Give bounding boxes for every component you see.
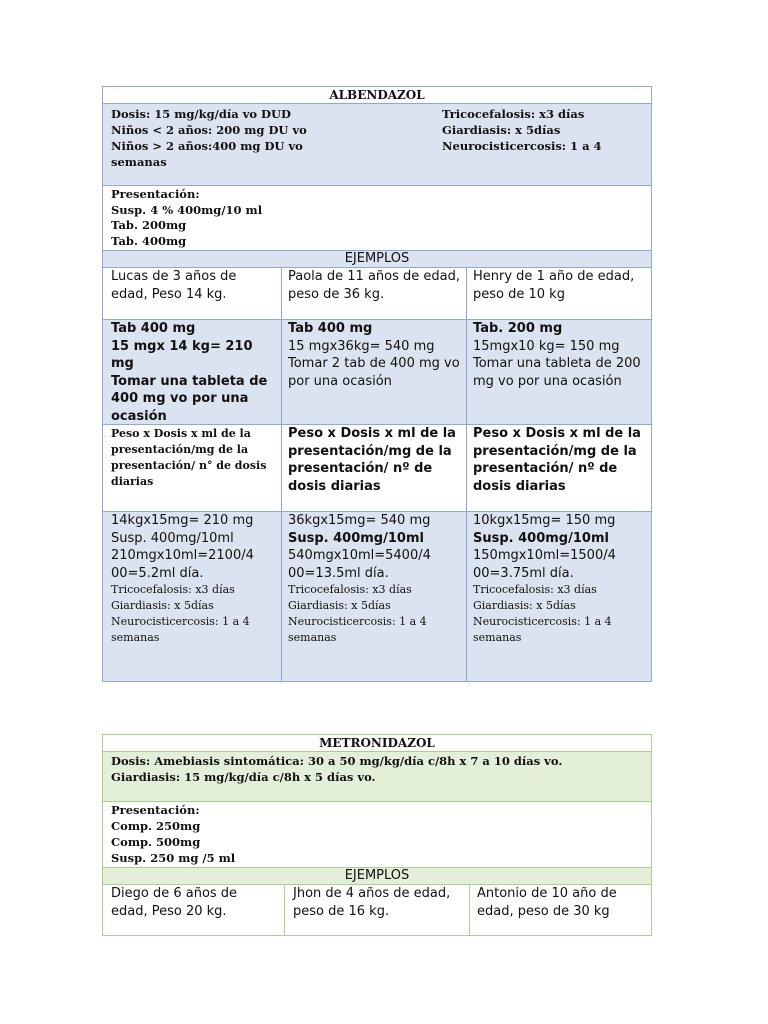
dosis-line: semanas: [111, 155, 167, 169]
calc-line: Susp. 400mg/10ml: [111, 530, 234, 546]
calc-note: Neurocisticercosis: 1 a 4: [473, 615, 612, 628]
presentacion-line: Comp. 250mg: [111, 819, 201, 833]
presentacion-line: Susp. 250 mg /5 ml: [111, 851, 236, 865]
calc-line: 00=3.75ml día.: [473, 565, 574, 581]
calc-note: semanas: [473, 631, 522, 644]
calc-line: 36kgx15mg= 540 mg: [288, 513, 431, 528]
calc-note: Tricocefalosis: x3 días: [111, 583, 235, 596]
patient-cell: Paola de 11 años de edad, peso de 36 kg.: [281, 267, 467, 320]
calc-note: Tricocefalosis: x3 días: [288, 583, 412, 596]
presentacion-line: Comp. 500mg: [111, 835, 201, 849]
calc-note: Neurocisticercosis: 1 a 4: [111, 615, 250, 628]
tab-calc: 15 mgx36kg= 540 mg: [288, 338, 435, 354]
dosis-line: Niños < 2 años: 200 mg DU vo: [111, 123, 307, 137]
calc-note: Neurocisticercosis: 1 a 4: [288, 615, 427, 628]
tab-head: Tab 400 mg: [111, 321, 196, 336]
tab-cell: [102, 319, 282, 425]
calc-cell: [102, 511, 282, 682]
calc-note: Giardiasis: x 5días: [473, 599, 576, 612]
metronidazol-presentacion: [102, 801, 652, 868]
albendazol-title: ALBENDAZOL: [102, 86, 652, 104]
calc-note: semanas: [111, 631, 160, 644]
presentacion-line: Presentación:: [111, 803, 200, 817]
calc-cell: [466, 511, 652, 682]
tab-head: Tab. 200 mg: [473, 321, 563, 336]
metronidazol-ejemplos-header: EJEMPLOS: [102, 867, 652, 885]
tab-instruction: Tomar una tableta de 400 mg vo por una ocasión: [111, 373, 268, 424]
calc-note: Tricocefalosis: x3 días: [473, 583, 597, 596]
calc-line: Susp. 400mg/10ml: [473, 530, 609, 546]
dosis-right-line: Neurocisticercosis: 1 a 4: [442, 139, 602, 153]
calc-line: 10kgx15mg= 150 mg: [473, 513, 616, 528]
tab-calc: 15 mgx 14 kg= 210 mg: [111, 338, 253, 371]
dosis-line: Niños > 2 años:400 mg DU vo: [111, 139, 303, 153]
calc-line: 00=13.5ml día.: [288, 565, 389, 581]
dosis-line: Dosis: Amebiasis sintomática: 30 a 50 mg/kg/día c/8h x 7 a 10 días vo.: [111, 754, 563, 768]
presentacion-line: Tab. 400mg: [111, 233, 187, 248]
albendazol-dosis: [102, 103, 652, 186]
patient-cell: Jhon de 4 años de edad, peso de 16 kg.: [284, 884, 470, 936]
tab-cell: [466, 319, 652, 425]
albendazol-presentacion: [102, 185, 652, 251]
patient-cell: Henry de 1 año de edad, peso de 10 kg: [466, 267, 652, 320]
formula-cell: Peso x Dosis x ml de la presentación/mg de la presentación/ n° de dosis diarias: [102, 424, 282, 512]
albendazol-ejemplos-header: EJEMPLOS: [102, 250, 652, 268]
formula-cell: Peso x Dosis x ml de la presentación/mg de la presentación/ nº de dosis diarias: [466, 424, 652, 512]
calc-line: 210mgx10ml=2100/4: [111, 548, 254, 563]
patient-cell: Antonio de 10 año de edad, peso de 30 kg: [469, 884, 652, 936]
calc-note: Giardiasis: x 5días: [288, 599, 391, 612]
calc-line: 150mgx10ml=1500/4: [473, 548, 616, 563]
calc-cell: [281, 511, 467, 682]
dosis-right-line: Tricocefalosis: x3 días: [442, 107, 585, 121]
tab-calc: 15mgx10 kg= 150 mg: [473, 338, 620, 354]
dosis-right-line: Giardiasis: x 5días: [442, 123, 561, 137]
presentacion-line: Presentación:: [111, 187, 200, 201]
calc-line: Susp. 400mg/10ml: [288, 530, 424, 546]
metronidazol-title: METRONIDAZOL: [102, 734, 652, 752]
calc-note: Giardiasis: x 5días: [111, 599, 214, 612]
dosis-line: Dosis: 15 mg/kg/día vo DUD: [111, 107, 292, 121]
calc-line: 00=5.2ml día.: [111, 565, 204, 581]
patient-cell: Diego de 6 años de edad, Peso 20 kg.: [102, 884, 285, 936]
presentacion-line: Tab. 200mg: [111, 218, 187, 232]
presentacion-line: Susp. 4 % 400mg/10 ml: [111, 202, 263, 217]
metronidazol-dosis: [102, 751, 652, 802]
calc-note: semanas: [288, 631, 337, 644]
calc-line: 540mgx10ml=5400/4: [288, 548, 431, 563]
formula-cell: Peso x Dosis x ml de la presentación/mg de la presentación/ nº de dosis diarias: [281, 424, 467, 512]
calc-line: 14kgx15mg= 210 mg: [111, 513, 254, 528]
tab-cell: [281, 319, 467, 425]
tab-instruction: Tomar 2 tab de 400 mg vo por una ocasión: [288, 356, 460, 389]
dosis-line: Giardiasis: 15 mg/kg/día c/8h x 5 días vo.: [111, 770, 376, 784]
tab-instruction: Tomar una tableta de 200 mg vo por una ocasión: [473, 356, 641, 389]
tab-head: Tab 400 mg: [288, 321, 373, 336]
patient-cell: Lucas de 3 años de edad, Peso 14 kg.: [102, 267, 282, 320]
